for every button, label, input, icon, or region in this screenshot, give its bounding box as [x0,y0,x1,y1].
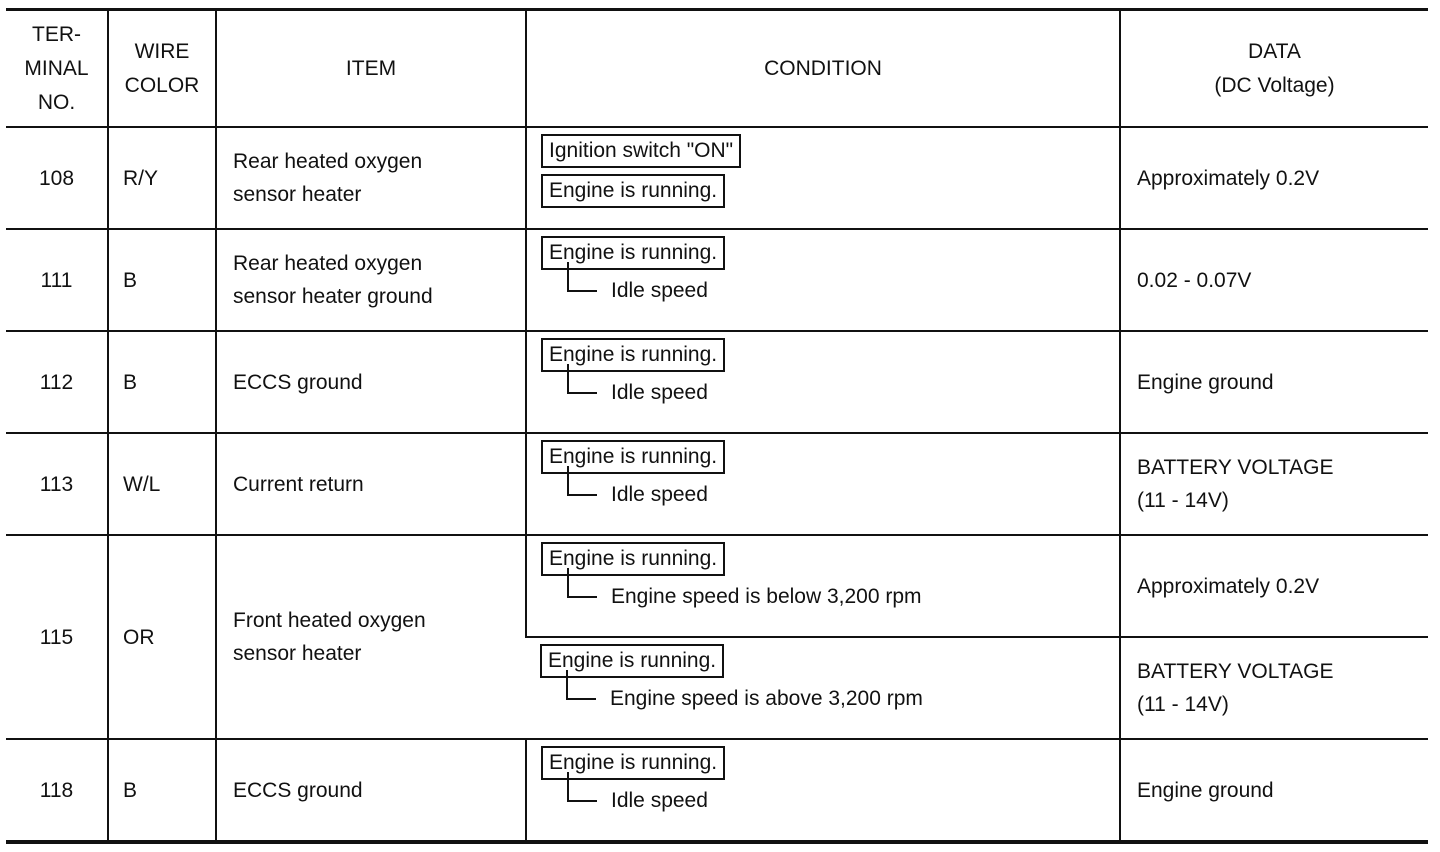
table-row [6,127,1428,229]
elbow-connector [567,772,597,802]
condition-sub-label: Idle speed [611,381,708,404]
wire-color-cell: OR [108,535,216,739]
header-data-line2: (DC Voltage) [1214,73,1335,97]
terminal-cell: 111 [6,229,108,331]
item-line: Rear heated oxygen [233,150,423,173]
header-wire [108,10,216,128]
condition-stack [541,230,1119,270]
data-cell [1120,739,1428,842]
data-line: Approximately 0.2V [1137,166,1320,190]
condition-box: Engine is running. [541,236,725,270]
elbow-connector [566,670,596,700]
elbow-connector [567,364,597,394]
condition-cell [526,739,1120,842]
condition-stack [541,332,1119,372]
condition-sub [541,276,1119,306]
header-item: ITEM [216,10,526,128]
item-cell [216,739,526,842]
elbow-connector [567,568,597,598]
item-line: sensor heater ground [233,285,433,308]
condition-stack [540,638,1119,678]
data-line: BATTERY VOLTAGE [1137,660,1334,683]
table-row [6,535,1428,637]
header-terminal [6,10,108,128]
wire-color-cell: R/Y [108,127,216,229]
condition-wrap [526,638,1119,738]
header-wire-line1: WIRE [134,39,190,63]
table-row [6,229,1428,331]
condition-stack [541,434,1119,474]
data-line: Approximately 0.2V [1137,574,1320,598]
condition-cell [526,433,1120,535]
condition-cell [526,637,1120,739]
wire-color-cell: B [108,739,216,842]
condition-wrap [527,740,1119,840]
header-terminal-line2: MINAL [24,56,89,80]
item-line: ECCS ground [233,370,363,394]
item-line: sensor heater [233,183,362,206]
condition-wrap [527,230,1119,330]
condition-box: Ignition switch "ON" [541,134,741,168]
header-terminal-line3: NO. [37,90,76,114]
elbow-connector [567,262,597,292]
condition-stack [541,128,1119,208]
terminal-cell: 112 [6,331,108,433]
header-data-line1: DATA [1248,39,1301,63]
condition-cell [526,229,1120,331]
wire-color-cell: W/L [108,433,216,535]
header-condition: CONDITION [526,10,1120,128]
condition-sub-label: Engine speed is below 3,200 rpm [611,585,922,608]
condition-sub-label: Engine speed is above 3,200 rpm [610,687,923,710]
data-cell [1120,229,1428,331]
item-line: Current return [233,472,364,496]
item-cell [216,331,526,433]
condition-sub-label: Idle speed [611,279,708,302]
table-body [6,127,1428,842]
item-cell [216,127,526,229]
data-line: Engine ground [1137,370,1274,394]
condition-box: Engine is running. [541,746,725,780]
condition-sub-label: Idle speed [611,789,708,812]
condition-sub [541,378,1119,408]
item-line: Front heated oxygen [233,609,426,632]
data-cell [1120,433,1428,535]
condition-cell [526,331,1120,433]
table-row [6,331,1428,433]
data-line: (11 - 14V) [1137,489,1229,512]
terminal-cell: 115 [6,535,108,739]
header-wire-line2: COLOR [124,73,200,97]
condition-sub-label: Idle speed [611,483,708,506]
data-cell [1120,331,1428,433]
condition-wrap [527,434,1119,534]
condition-wrap [527,128,1119,228]
data-cell [1120,127,1428,229]
condition-sub [541,582,1119,612]
data-line: Engine ground [1137,778,1274,802]
terminal-spec-table [6,8,1428,844]
elbow-connector [567,466,597,496]
condition-stack [541,740,1119,780]
terminal-cell: 113 [6,433,108,535]
header-data [1120,10,1428,128]
condition-cell [526,127,1120,229]
wire-color-cell: B [108,331,216,433]
condition-box: Engine is running. [540,644,724,678]
condition-box: Engine is running. [541,440,725,474]
condition-box: Engine is running. [541,542,725,576]
condition-sub [541,786,1119,816]
item-line: sensor heater [233,642,362,665]
item-cell [216,433,526,535]
data-cell [1120,637,1428,739]
condition-box: Engine is running. [541,338,725,372]
data-line: BATTERY VOLTAGE [1137,456,1334,479]
data-cell [1120,535,1428,637]
table-row [6,433,1428,535]
item-line: Rear heated oxygen [233,252,423,275]
data-line: 0.02 - 0.07V [1137,268,1252,292]
header-terminal-line1: TER- [32,22,81,46]
condition-box: Engine is running. [541,174,725,208]
condition-cell [526,535,1120,637]
condition-stack [541,536,1119,576]
data-line: (11 - 14V) [1137,693,1229,716]
condition-wrap [527,536,1119,636]
terminal-cell: 108 [6,127,108,229]
condition-sub [540,684,1119,714]
condition-sub [541,480,1119,510]
terminal-cell: 118 [6,739,108,842]
table-row [6,739,1428,842]
condition-wrap [527,332,1119,432]
header-row [6,10,1428,128]
item-cell [216,229,526,331]
item-line: ECCS ground [233,778,363,802]
item-cell [216,535,526,739]
wire-color-cell: B [108,229,216,331]
